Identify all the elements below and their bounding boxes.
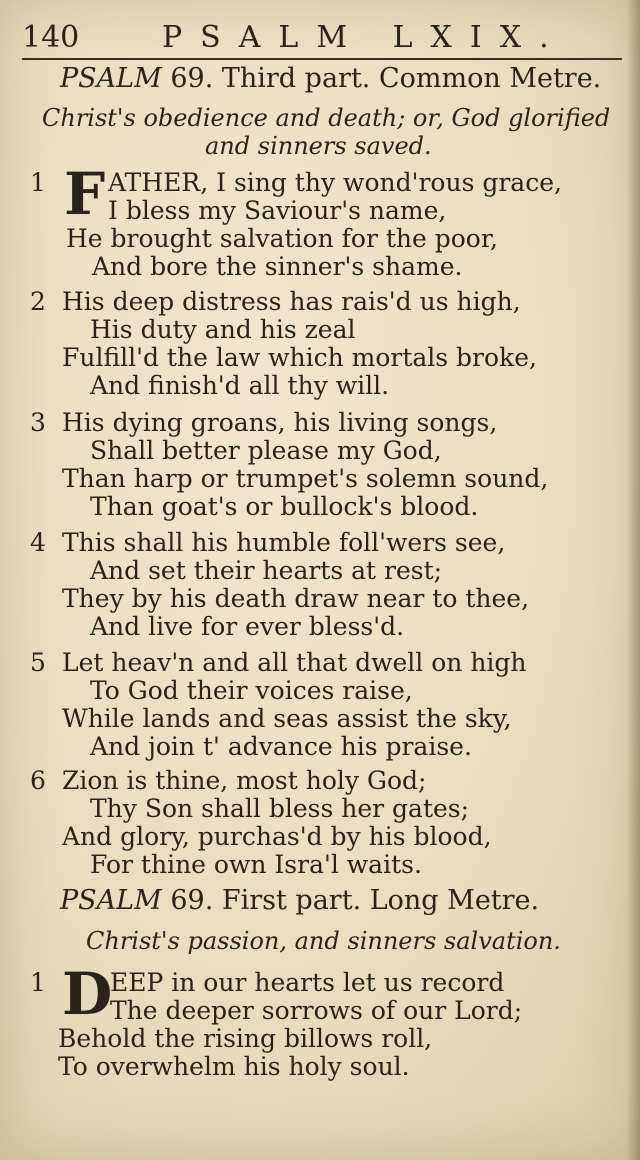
page-gutter-shadow <box>626 0 640 1160</box>
header-rule <box>22 58 622 60</box>
verse-3 <box>30 408 620 523</box>
section-title-italic: PSALM <box>60 885 162 916</box>
verse-line: Than harp or trumpet's solemn sound, <box>62 464 549 493</box>
page-header <box>22 18 620 58</box>
verse-line: While lands and seas assist the sky, <box>62 704 512 733</box>
verse-line: His duty and his zeal <box>90 315 356 344</box>
page-number: 140 <box>22 20 80 55</box>
verse-line: To overwhelm his holy soul. <box>58 1052 410 1081</box>
verse-2 <box>30 287 620 402</box>
verse-line: Thy Son shall bless her gates; <box>90 794 470 823</box>
verse-line: Behold the rising billows roll, <box>58 1024 433 1053</box>
verse-line: Shall better please my God, <box>90 436 442 465</box>
drop-cap: F <box>64 160 106 228</box>
section-subject-line-1: Christ's obedience and death; or, God glorified <box>42 104 611 132</box>
verse-1 <box>30 160 620 283</box>
verse-line: And live for ever bless'd. <box>90 612 405 641</box>
section-title-third-part <box>60 62 601 96</box>
verse-5 <box>30 648 620 763</box>
verse-6 <box>30 766 620 881</box>
verse-line: To God their voices raise, <box>90 676 413 705</box>
verse-line: Fulfill'd the law which mortals broke, <box>62 343 537 372</box>
verse-4 <box>30 528 620 643</box>
section-title-text: 69. First part. Long Metre. <box>170 885 540 916</box>
verse-line: I bless my Saviour's name, <box>108 196 447 225</box>
section-subject: Christ's passion, and sinners salvation. <box>86 927 561 955</box>
verse-1-long-metre <box>30 960 620 1083</box>
verse-line: EEP in our hearts let us record <box>110 968 505 997</box>
verse-line: And set their hearts at rest; <box>90 556 443 585</box>
verse-line: This shall his humble foll'wers see, <box>62 528 506 557</box>
verse-line: And join t' advance his praise. <box>90 732 472 761</box>
verse-line: His dying groans, his living songs, <box>62 408 498 437</box>
verse-number: 5 <box>30 648 46 677</box>
verse-number: 1 <box>30 168 46 197</box>
verse-line: They by his death draw near to thee, <box>62 584 530 613</box>
verse-line: ATHER, I sing thy wond'rous grace, <box>108 168 562 197</box>
verse-line: And glory, purchas'd by his blood, <box>62 822 492 851</box>
section-title-first-part <box>60 884 539 918</box>
section-subject-line-2: and sinners saved. <box>205 132 432 160</box>
verse-line: Than goat's or bullock's blood. <box>90 492 479 521</box>
section-title-text: 69. Third part. Common Metre. <box>170 63 602 94</box>
drop-cap: D <box>62 960 113 1028</box>
verse-line: And bore the sinner's shame. <box>92 252 463 281</box>
verse-number: 3 <box>30 408 46 437</box>
verse-line: And finish'd all thy will. <box>90 371 390 400</box>
verse-line: For thine own Isra'l waits. <box>90 850 422 879</box>
verse-number: 2 <box>30 287 46 316</box>
verse-number: 1 <box>30 968 46 997</box>
running-title: PSALM LXIX. <box>162 20 567 55</box>
verse-line: His deep distress has rais'd us high, <box>62 287 521 316</box>
verse-number: 6 <box>30 766 46 795</box>
verse-number: 4 <box>30 528 46 557</box>
section-title-italic: PSALM <box>60 63 162 94</box>
verse-line: Zion is thine, most holy God; <box>62 766 427 795</box>
verse-line: The deeper sorrows of our Lord; <box>110 996 523 1025</box>
verse-line: He brought salvation for the poor, <box>66 224 498 253</box>
verse-line: Let heav'n and all that dwell on high <box>62 648 527 677</box>
